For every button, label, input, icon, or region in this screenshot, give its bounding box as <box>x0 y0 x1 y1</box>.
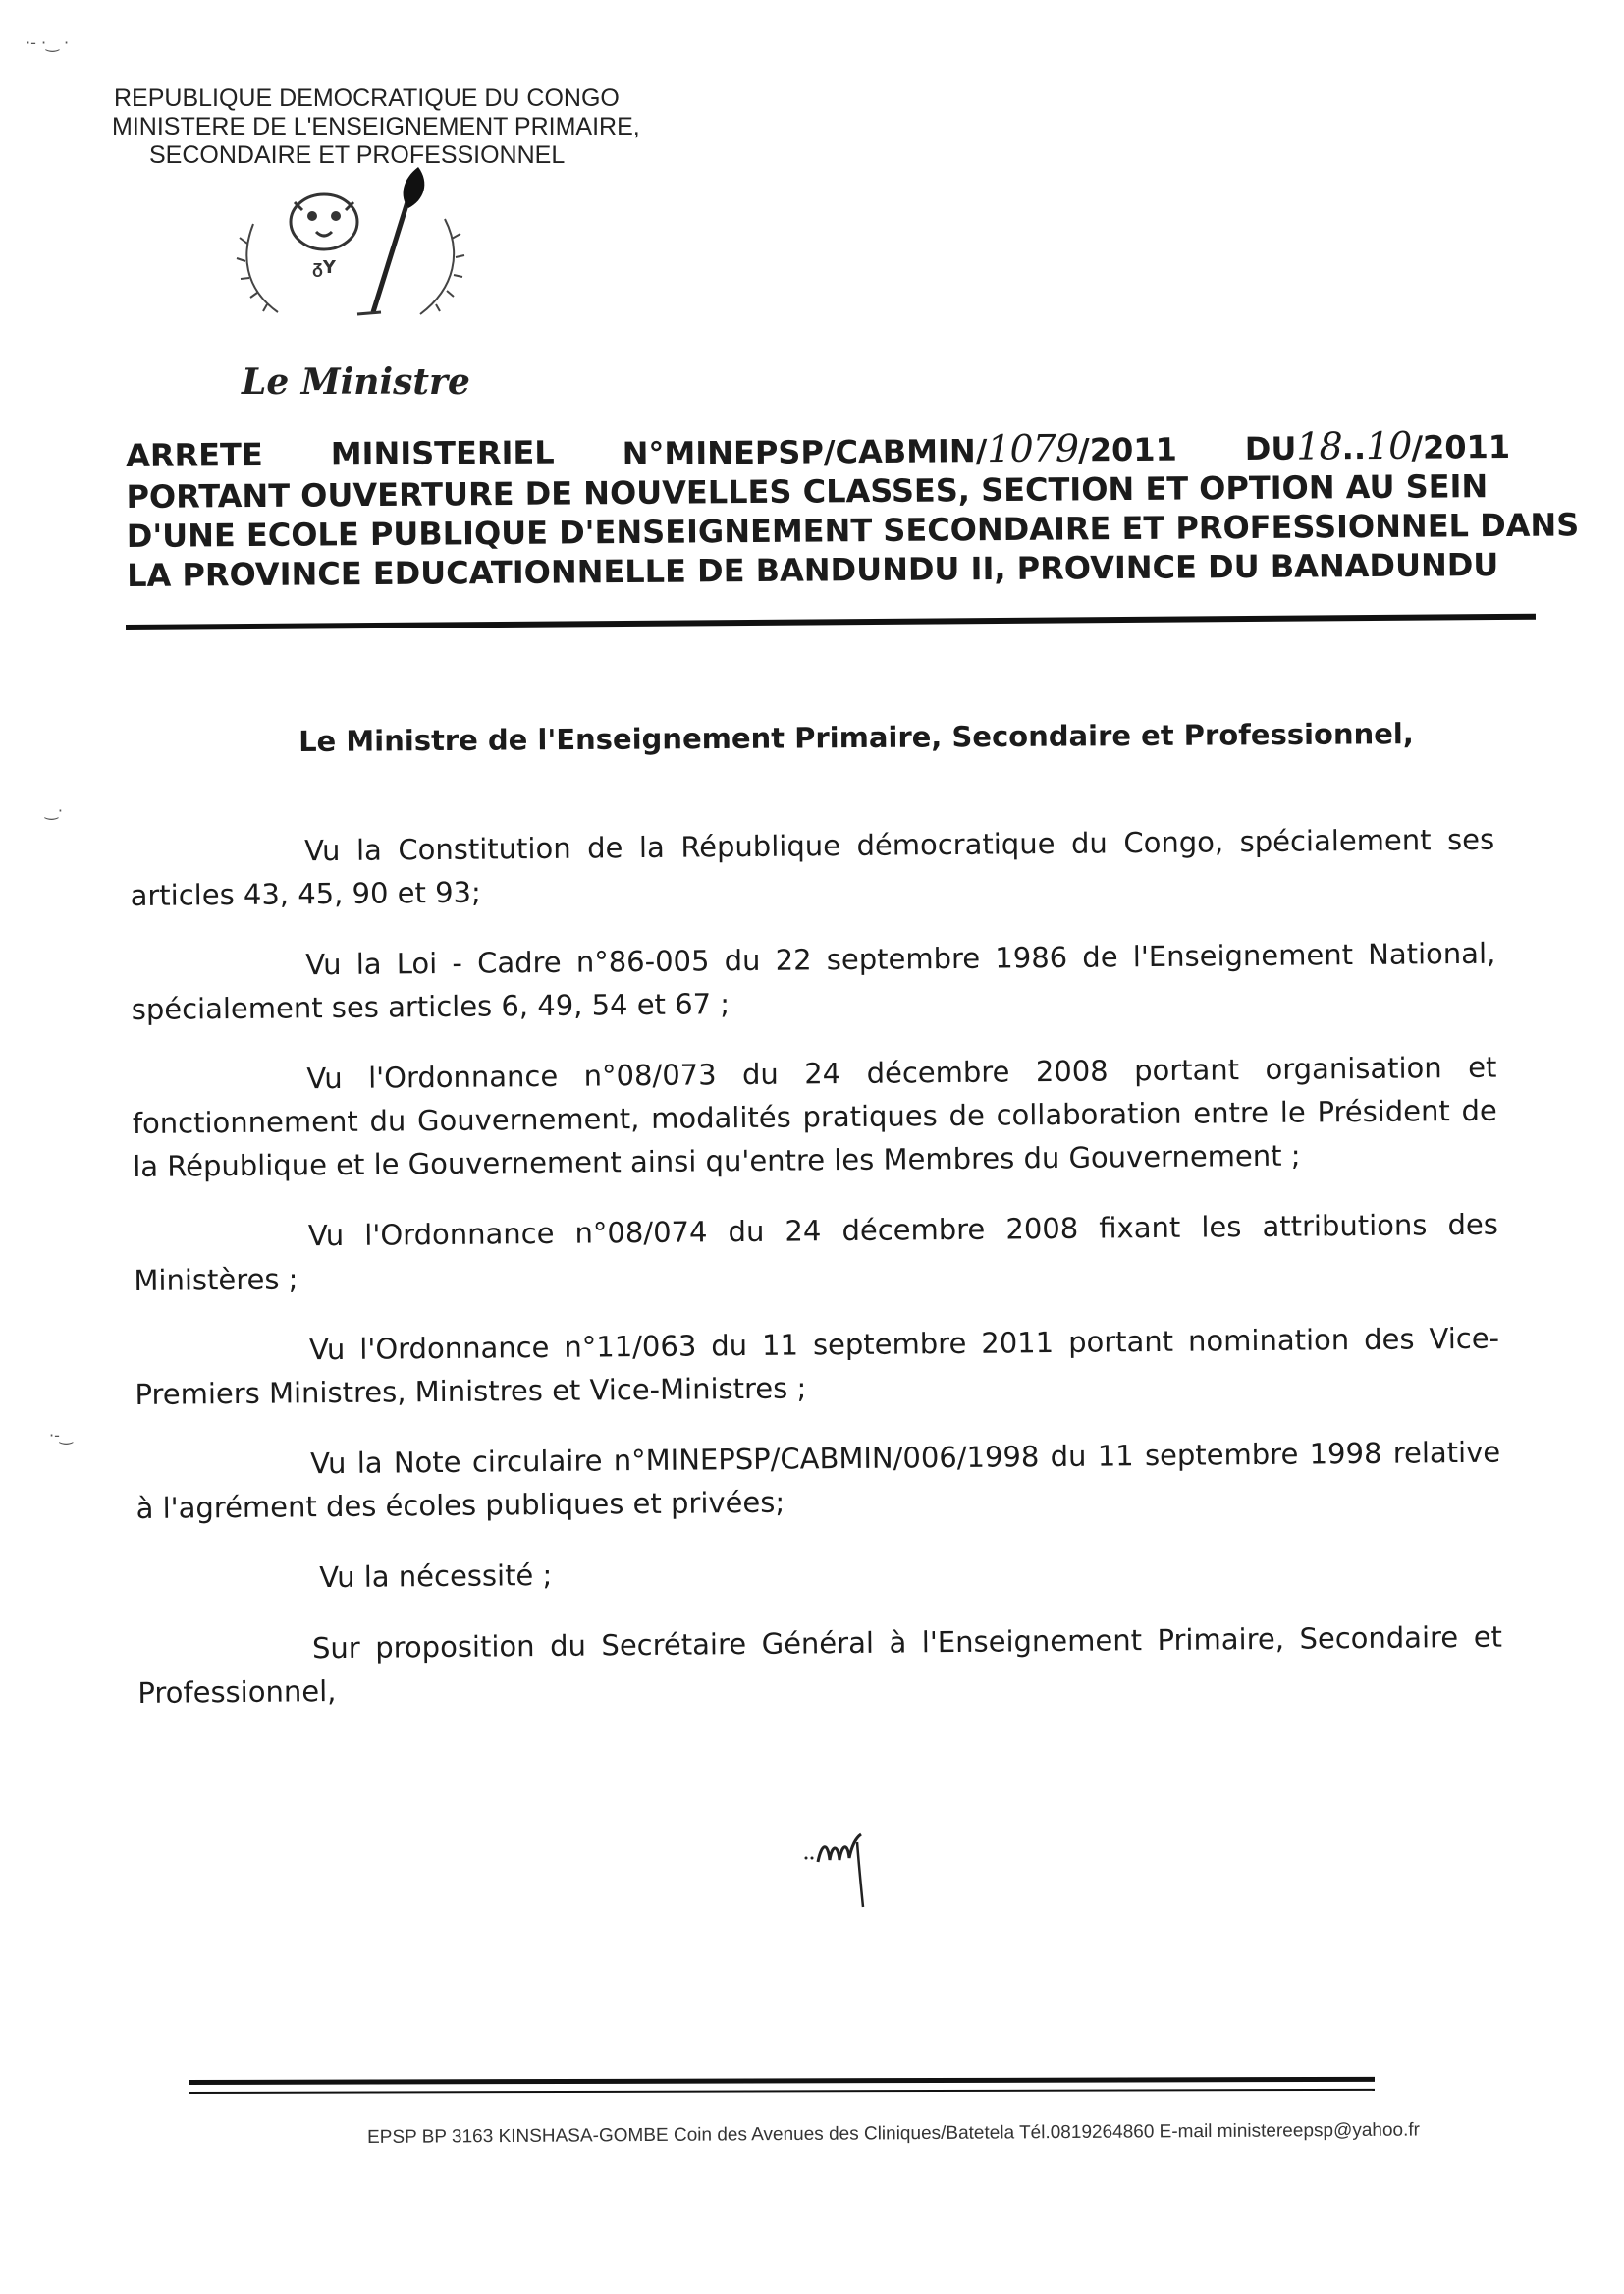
consideration-paragraph: Vu la Note circulaire n°MINEPSP/CABMIN/006/1998 du 11 septembre 1998 relative à l'agrément des écoles publiques et privées; <box>135 1435 1501 1525</box>
decree-date-day: 18 <box>1296 424 1342 468</box>
decree-number-handwritten: 1079 <box>987 426 1079 471</box>
consideration-paragraph: Vu l'Ordonnance n°08/074 du 24 décembre 2008 fixant les attributions des Ministères ; <box>134 1207 1499 1297</box>
letterhead-ministry: MINISTERE DE L'ENSEIGNEMENT PRIMAIRE, <box>112 113 640 140</box>
title-ministeriel: MINISTERIEL <box>330 433 555 473</box>
consideration-paragraph: Vu la Constitution de la République démocratique du Congo, spécialement ses articles 43, 45, 90 et 93; <box>130 822 1495 912</box>
footer-address: EPSP BP 3163 KINSHASA-GOMBE Coin des Avenues des Cliniques/Batetela Tél.0819264860 E-mail ministereepsp@yahoo.fr <box>367 2119 1421 2148</box>
title-divider <box>126 614 1536 630</box>
title-line: LA PROVINCE EDUCATIONNELLE DE BANDUNDU II, PROVINCE DU BANADUNDU <box>126 546 1499 594</box>
footer-divider <box>189 2077 1375 2085</box>
decree-date-prefix: DU <box>1244 429 1297 468</box>
consideration-paragraph: Sur proposition du Secrétaire Général à l'Enseignement Primaire, Secondaire et Professionnel, <box>137 1619 1503 1710</box>
handwritten-initials <box>800 1829 879 1911</box>
consideration-paragraph: Vu l'Ordonnance n°08/073 du 24 décembre 2008 portant organisation et fonctionnement du Gouvernement, modalités pratiques de collaboration entre le Président de la République et le Gouvernement ainsi qu'entre les Membres du Gouvernement ; <box>132 1050 1497 1183</box>
title-arrete: ARRETE <box>126 435 263 474</box>
coat-of-arms-icon <box>234 165 469 332</box>
footer-divider-thin <box>189 2089 1375 2094</box>
decree-title <box>126 423 1580 595</box>
decree-date <box>1245 425 1511 468</box>
decree-number-prefix: N°MINEPSP/CABMIN/ <box>622 432 988 473</box>
letterhead-country: REPUBLIQUE DEMOCRATIQUE DU CONGO <box>114 84 620 112</box>
consideration-paragraph: Vu la nécessité ; <box>319 1557 553 1595</box>
decree-number-suffix: /2011 <box>1077 430 1177 469</box>
decree-number <box>623 428 1177 473</box>
scan-mark: ·- ·‿ · <box>26 33 70 52</box>
title-line: PORTANT OUVERTURE DE NOUVELLES CLASSES, SECTION ET OPTION AU SEIN <box>126 467 1489 516</box>
consideration-paragraph: Vu l'Ordonnance n°11/063 du 11 septembre 2011 portant nomination des Vice-Premiers Ministres, Ministres et Vice-Ministres ; <box>135 1321 1500 1411</box>
consideration-paragraph: Vu la Loi - Cadre n°86-005 du 22 septembre 1986 de l'Enseignement National, spécialement ses articles 6, 49, 54 et 67 ; <box>131 936 1496 1026</box>
decree-date-suffix: /2011 <box>1411 427 1511 466</box>
svg-text:ᵹY: ᵹY <box>312 257 336 278</box>
decree-date-sep: .. <box>1341 429 1367 467</box>
title-line: D'UNE ECOLE PUBLIQUE D'ENSEIGNEMENT SECONDAIRE ET PROFESSIONNEL DANS <box>126 506 1580 555</box>
letterhead <box>108 84 697 170</box>
salutation: Le Ministre de l'Enseignement Primaire, Secondaire et Professionnel, <box>298 717 1414 758</box>
considerations <box>130 818 1503 1742</box>
signatory-title: Le Ministre <box>242 361 470 403</box>
scan-mark: ·-‿ <box>49 1426 73 1445</box>
decree-date-month: 10 <box>1365 423 1412 468</box>
letterhead-ministry-cont: SECONDAIRE ET PROFESSIONNEL <box>149 141 566 169</box>
scan-mark: ‿· <box>45 801 63 820</box>
